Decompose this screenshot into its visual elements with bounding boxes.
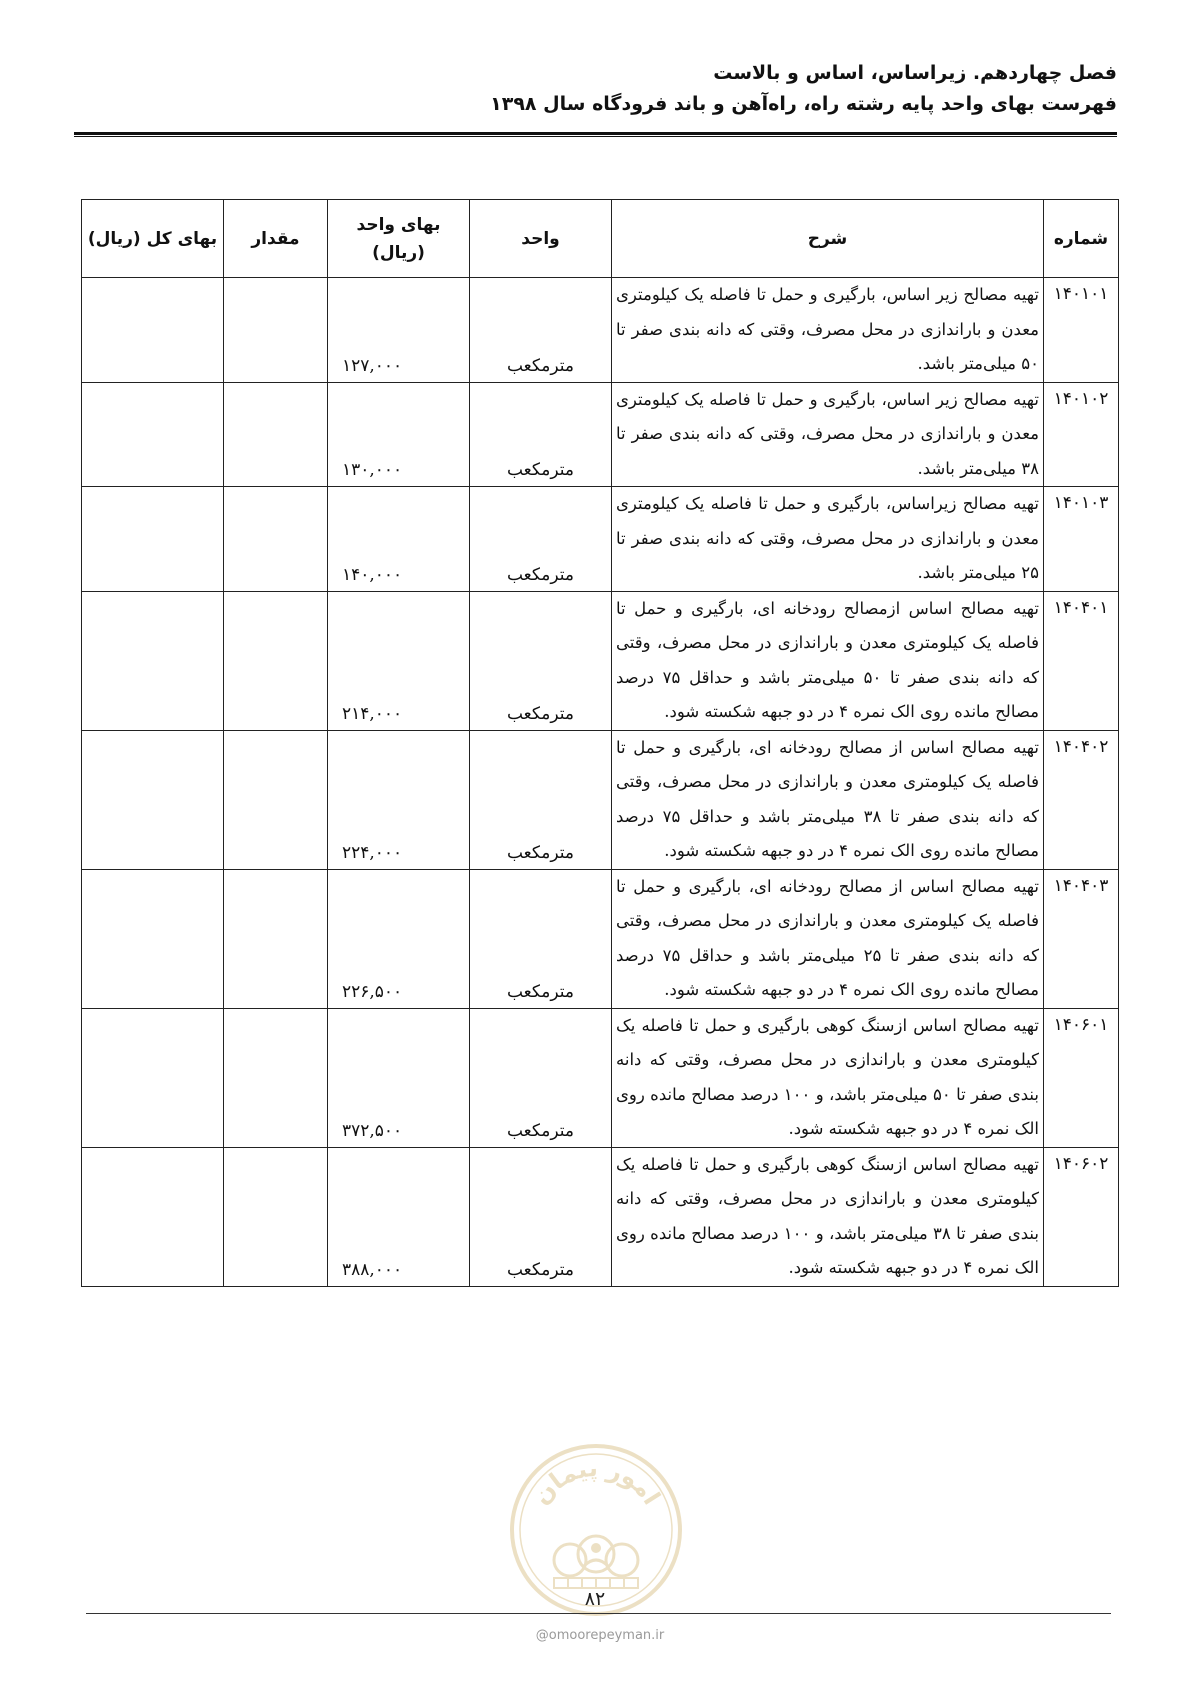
item-description: تهیه مصالح اساس ازمصالح رودخانه ای، بارگیری و حمل تا فاصله یک کیلومتری معدن و باراندازی در محل مصرف، وقتی که دانه بندی صفر تا ۵۰ میلی‌متر باشد و حداقل ۷۵ درصد مصالح مانده روی الک نمره ۴ در دو جبهه شکسته شود. [612,591,1044,730]
column-header-description: شرح [612,200,1044,278]
item-unit: مترمکعب [470,382,612,487]
item-quantity [224,1008,328,1147]
item-description: تهیه مصالح زیراساس، بارگیری و حمل تا فاصله یک کیلومتری معدن و باراندازی در محل مصرف، وقتی که دانه بندی صفر تا ۲۵ میلی‌متر باشد. [612,487,1044,592]
table-row [82,1008,1119,1147]
item-quantity [224,1147,328,1286]
item-total-price [82,1147,224,1286]
item-quantity [224,278,328,383]
item-unit-price: ۲۲۴,۰۰۰ [328,730,470,869]
item-quantity [224,591,328,730]
item-description: تهیه مصالح اساس ازسنگ کوهی بارگیری و حمل تا فاصله یک کیلومتری معدن و باراندازی در محل مصرف، وقتی که دانه بندی صفر تا ۳۸ میلی‌متر باشد، و ۱۰۰ درصد مصالح مانده روی الک نمره ۴ در دو جبهه شکسته شود. [612,1147,1044,1286]
item-unit-price: ۳۸۸,۰۰۰ [328,1147,470,1286]
header-rule [74,132,1117,137]
unit-price-header-line1: بهای واحد [356,214,441,235]
column-header-total-price: بهای کل (ریال) [82,200,224,278]
table-header-row [82,200,1119,278]
item-unit-price: ۱۲۷,۰۰۰ [328,278,470,383]
page-header [72,58,1117,120]
table-row [82,591,1119,730]
chapter-title: فصل چهاردهم. زیراساس، اساس و بالاست [713,62,1117,84]
site-credit: @omoorepeyman.ir [535,1628,665,1643]
item-unit: مترمکعب [470,278,612,383]
item-unit: مترمکعب [470,487,612,592]
item-code: ۱۴۰۴۰۳ [1044,869,1119,1008]
item-total-price [82,1008,224,1147]
item-code: ۱۴۰۱۰۳ [1044,487,1119,592]
item-description: تهیه مصالح زیر اساس، بارگیری و حمل تا فاصله یک کیلومتری معدن و باراندازی در محل مصرف، وقتی که دانه بندی صفر تا ۵۰ میلی‌متر باشد. [612,278,1044,383]
item-quantity [224,487,328,592]
table-row [82,869,1119,1008]
item-unit: مترمکعب [470,1147,612,1286]
item-total-price [82,487,224,592]
item-total-price [82,869,224,1008]
item-unit: مترمکعب [470,591,612,730]
item-code: ۱۴۰۱۰۱ [1044,278,1119,383]
item-code: ۱۴۰۴۰۱ [1044,591,1119,730]
item-total-price [82,730,224,869]
column-header-code: شماره [1044,200,1119,278]
column-header-unit-price [328,200,470,278]
item-total-price [82,591,224,730]
item-unit-price: ۲۲۶,۵۰۰ [328,869,470,1008]
item-unit: مترمکعب [470,869,612,1008]
item-quantity [224,869,328,1008]
item-code: ۱۴۰۶۰۱ [1044,1008,1119,1147]
page-number: ۸۲ [584,1588,606,1610]
column-header-unit: واحد [470,200,612,278]
item-description: تهیه مصالح زیر اساس، بارگیری و حمل تا فاصله یک کیلومتری معدن و باراندازی در محل مصرف، وقتی که دانه بندی صفر تا ۳۸ میلی‌متر باشد. [612,382,1044,487]
price-table [81,199,1119,1287]
item-code: ۱۴۰۴۰۲ [1044,730,1119,869]
item-quantity [224,382,328,487]
item-unit: مترمکعب [470,730,612,869]
unit-price-header-line2: (ریال) [372,242,425,263]
item-description: تهیه مصالح اساس از مصالح رودخانه ای، بارگیری و حمل تا فاصله یک کیلومتری معدن و باراندازی در محل مصرف، وقتی که دانه بندی صفر تا ۲۵ میلی‌متر باشد و حداقل ۷۵ درصد مصالح مانده روی الک نمره ۴ در دو جبهه شکسته شود. [612,869,1044,1008]
item-description: تهیه مصالح اساس ازسنگ کوهی بارگیری و حمل تا فاصله یک کیلومتری معدن و باراندازی در محل مصرف، وقتی که دانه بندی صفر تا ۵۰ میلی‌متر باشد، و ۱۰۰ درصد مصالح مانده روی الک نمره ۴ در دو جبهه شکسته شود. [612,1008,1044,1147]
item-unit-price: ۱۴۰,۰۰۰ [328,487,470,592]
table-row [82,730,1119,869]
item-unit: مترمکعب [470,1008,612,1147]
item-unit-price: ۲۱۴,۰۰۰ [328,591,470,730]
list-title: فهرست بهای واحد پایه رشته راه، راه‌آهن و باند فرودگاه سال ۱۳۹۸ [490,93,1117,115]
item-unit-price: ۱۳۰,۰۰۰ [328,382,470,487]
item-unit-price: ۳۷۲,۵۰۰ [328,1008,470,1147]
table-row [82,487,1119,592]
footer-rule [86,1613,1111,1614]
item-code: ۱۴۰۱۰۲ [1044,382,1119,487]
item-total-price [82,382,224,487]
column-header-quantity: مقدار [224,200,328,278]
table-row [82,278,1119,383]
table-row [82,1147,1119,1286]
item-description: تهیه مصالح اساس از مصالح رودخانه ای، بارگیری و حمل تا فاصله یک کیلومتری معدن و باراندازی در محل مصرف، وقتی که دانه بندی صفر تا ۳۸ میلی‌متر باشد و حداقل ۷۵ درصد مصالح مانده روی الک نمره ۴ در دو جبهه شکسته شود. [612,730,1044,869]
item-total-price [82,278,224,383]
seal-text: امور پیمان [526,1453,666,1510]
table-row [82,382,1119,487]
item-quantity [224,730,328,869]
item-code: ۱۴۰۶۰۲ [1044,1147,1119,1286]
